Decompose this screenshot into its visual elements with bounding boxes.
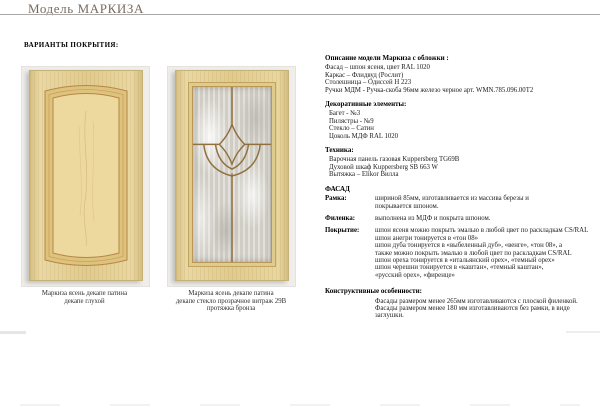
technika-line: Вытяжка – Elikor Вилла xyxy=(329,171,399,179)
constructive-line: заглушки. xyxy=(375,312,404,320)
decorative-block xyxy=(325,101,593,140)
facade-value-line: шпон ясеня можно покрыть эмалью в любой цвет по раскладкам CS/RAL xyxy=(375,227,589,235)
scan-artifact xyxy=(0,331,26,334)
variants-section-label: ВАРИАНТЫ ПОКРЫТИЯ: xyxy=(24,41,119,49)
decorative-line: Багет - №3 xyxy=(329,110,361,118)
facade-row-ramka xyxy=(325,195,593,210)
facade-value-line: шпон ореха тонируется в «итальянский орех», «темный орех» xyxy=(375,256,555,264)
page-title: Модель МАРКИЗА xyxy=(28,1,144,16)
description-line: Каркас – Флидвуд (Рослит) xyxy=(325,71,404,79)
facade-value-line: шпон черешни тонируется в «каштан», «темный каштан», xyxy=(375,264,544,272)
description-block xyxy=(325,55,593,94)
facade-row-label: Покрытие: xyxy=(325,227,360,235)
facade-row-label: Рамка: xyxy=(325,195,347,203)
facade-value-line: шириной 85мм, изготавливается из массива березы и xyxy=(375,195,529,203)
technika-line: Варочная панель газовая Kuppersberg TG69B xyxy=(329,156,460,164)
facade-row-value xyxy=(375,227,593,279)
door-solid-image xyxy=(29,70,143,281)
title-divider xyxy=(0,14,600,15)
caption-line: протяжка бронза xyxy=(206,305,256,313)
description-line: Ручки МДМ - Ручка-скоба 96мм железо черное арт. WMN.785.096.00T2 xyxy=(325,86,534,94)
decorative-heading: Декоративные элементы: xyxy=(325,100,407,109)
facade-value-line: покрывается шпоном. xyxy=(375,202,439,210)
constructive-block xyxy=(325,288,593,320)
model-description-column xyxy=(325,55,593,327)
decorative-line: Цоколь МДФ RAL 1020 xyxy=(329,132,399,140)
facade-value-line: шпон дуба тонируется в «выбеленный дуб», «венге», «тон 08», а xyxy=(375,242,563,250)
caption-line: декапе глухой xyxy=(64,297,105,305)
facade-value-line: шпон анегри тонируется в «тон 08» xyxy=(375,234,479,242)
door-solid-bevel-graphic xyxy=(30,71,142,280)
constructive-line: Фасады размером менее 265мм изготавливаются с плоской филенкой. xyxy=(375,297,578,305)
description-line: Столешница – Одиссей Н 223 xyxy=(325,79,412,87)
facade-value-line: выполнена из МДФ и покрыта шпоном. xyxy=(375,214,491,222)
caption-line: Маркиза ясень декапе патина xyxy=(188,290,274,297)
facade-row-label: Филенка: xyxy=(325,214,355,222)
door-glass-pane xyxy=(193,87,271,262)
caption-door-solid xyxy=(14,290,155,305)
facade-value-line: «русский орех», «фиренце» xyxy=(375,271,455,279)
caption-door-glass xyxy=(156,290,306,313)
vitrage-bronze-graphic xyxy=(193,87,271,262)
scan-artifact xyxy=(20,404,580,406)
caption-line: Маркиза ясень декапе патина xyxy=(41,290,128,297)
caption-line: декапе стекло прозрачное витраж 29В xyxy=(175,297,287,305)
door-photo-glass xyxy=(167,66,296,287)
technika-block xyxy=(325,147,593,179)
door-photo-solid xyxy=(21,66,150,287)
constructive-lines xyxy=(375,298,593,320)
facade-row-pokrytie xyxy=(325,227,593,279)
decorative-line: Стекло – Сатин xyxy=(329,125,374,133)
technika-line: Духовой шкаф Kuppersberg SB 663 W xyxy=(329,163,438,171)
constructive-line: Фасады размером менее 180 мм изготавливаются без рамки, в виде xyxy=(375,304,570,312)
decorative-line: Пилястры - №9 xyxy=(329,117,374,125)
facade-value-line: также можно покрыть эмалью в любой цвет по раскладкам CS/RAL xyxy=(375,249,572,257)
facade-block xyxy=(325,186,593,279)
facade-row-filenka xyxy=(325,215,593,222)
constructive-heading: Конструктивные особенности: xyxy=(325,287,422,296)
facade-row-value xyxy=(375,195,593,210)
facade-row-value xyxy=(375,215,593,222)
description-line: Фасад – шпон ясеня, цвет RAL 1020 xyxy=(325,64,430,72)
door-glass-image xyxy=(175,70,289,281)
scan-artifact xyxy=(566,331,600,333)
technika-heading: Техника: xyxy=(325,146,354,155)
description-heading: Описание модели Маркиза с обложки : xyxy=(325,54,449,62)
facade-heading: ФАСАД xyxy=(325,184,350,193)
